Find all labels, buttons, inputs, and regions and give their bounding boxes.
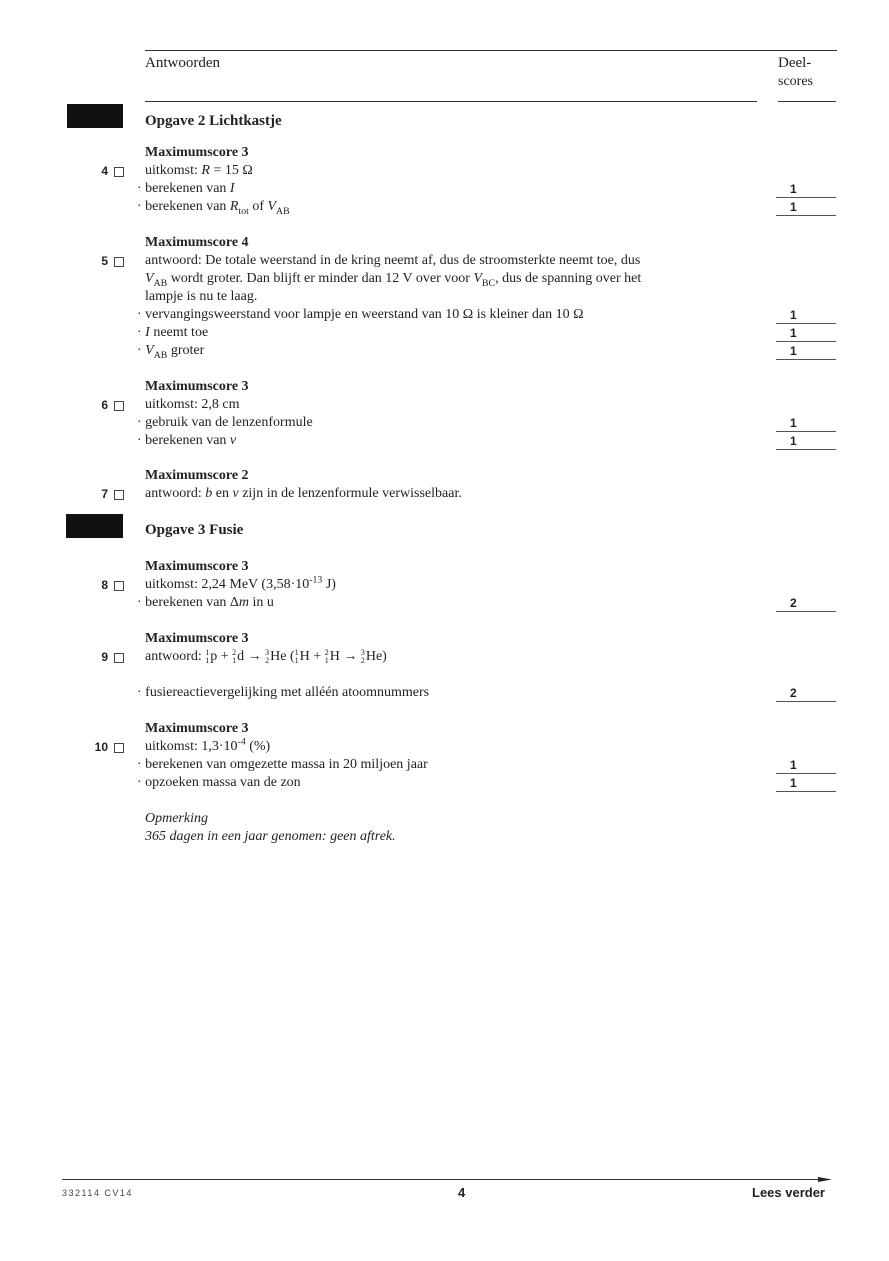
bullet-var: I [229,181,235,196]
header-top-rule [145,50,837,51]
nuclide-numbers [265,649,269,665]
atomic-number: 2 [265,655,270,665]
bullet-text: groter [167,343,205,358]
bullet-item: · berekenen van Δm in u [137,595,274,610]
footer-code: 332114 CV14 [62,1188,133,1198]
section-marker [66,514,123,538]
equation-operator: + [309,649,325,664]
atomic-number: 2 [360,655,365,665]
score-entry [776,686,836,702]
footer-page-number: 4 [458,1185,466,1200]
footer-continue: Lees verder [752,1185,825,1200]
answer-text: antwoord: [145,486,206,501]
nuclide-numbers [295,649,299,665]
arrow-right-icon [818,1175,832,1184]
checkbox[interactable] [114,167,124,177]
header-scores: scores [778,74,813,89]
question-number: 8 [101,578,108,592]
score-value: 1 [790,344,797,358]
answer-text: wordt groter. Dan blijft er minder dan 12 V over voor [167,271,474,286]
nuclide-symbol: H [299,649,310,664]
checkbox[interactable] [114,581,124,591]
score-value: 1 [790,182,797,196]
bullet-item: · $V_{AB}$ groter [137,343,205,361]
bullet-text: in u [249,595,274,610]
bullet-text: fusiereactievergelijking met alléén atoomnummers [145,685,430,700]
score-entry [776,758,836,774]
answer-var: R [201,163,210,178]
atomic-number: 1 [324,655,329,665]
section-title: Opgave 3 Fusie [145,522,244,538]
equation-operator: ) [382,649,387,664]
bullet-text: berekenen van [145,199,230,214]
answer-text: (%) [245,739,271,754]
bullet-item: · gebruik van de lenzenformule [137,415,313,430]
bullet-var: V [267,199,277,214]
bullet-sub: AB [153,349,168,361]
bullet-item: · berekenen van I [137,181,235,196]
mass-number: 3 [360,647,365,657]
mass-number: 2 [232,647,237,657]
score-value: 2 [790,596,797,610]
score-entry [776,182,836,198]
bullet-var: I [145,325,150,340]
nuclide-symbol: He [365,649,383,664]
nuclide-numbers [325,649,329,665]
score-value: 1 [790,776,797,790]
bullet-item: · berekenen van v [137,433,237,448]
max-score: Maximumscore 2 [145,468,249,483]
bullet-item: · berekenen van omgezette massa in 20 miljoen jaar [137,757,428,772]
score-entry [776,776,836,792]
question-number: 6 [101,398,108,412]
bullet-item: · vervangingsweerstand voor lampje en weerstand van 10 Ω is kleiner dan 10 Ω [137,307,584,322]
atomic-number: 1 [294,655,299,665]
score-entry [776,308,836,324]
question-number: 4 [101,164,108,178]
score-entry [776,596,836,612]
score-value: 1 [790,200,797,214]
max-score: Maximumscore 4 [145,235,249,250]
question-number: 9 [101,650,108,664]
max-score: Maximumscore 3 [145,721,249,736]
bullet-text: berekenen van Δ [145,595,239,610]
answer-line: antwoord: De totale weerstand in de kring neemt af, dus de stroomsterkte neemt toe, dus [145,253,641,268]
checkbox[interactable] [114,401,124,411]
mass-number: 2 [324,647,329,657]
question-number: 10 [94,740,108,754]
bullet-var: v [229,433,237,448]
answer-line [145,485,462,503]
bullet-var: R [229,199,239,214]
answer-text: , dus de spanning over het [495,271,642,286]
atomic-number: 1 [232,655,237,665]
atomic-number: 1 [205,655,210,665]
max-score: Maximumscore 3 [145,631,249,646]
nuclide-numbers [361,649,365,665]
score-value: 1 [790,758,797,772]
answer-var: v [232,486,239,501]
header-bottom-rule [145,101,757,102]
remark-title: Opmerking [145,811,208,826]
bullet-text: vervangingsweerstand voor lampje en weerstand van 10 Ω is kleiner dan 10 Ω [145,307,584,322]
section-title: Opgave 2 Lichtkastje [145,113,282,129]
answer-text: J) [322,577,336,592]
max-score: Maximumscore 3 [145,145,249,160]
answer-var: b [205,486,213,501]
score-entry [776,326,836,342]
mass-number: 1 [205,647,210,657]
answer-sub: BC [482,277,496,289]
checkbox[interactable] [114,257,124,267]
equation-operator: → [244,649,266,664]
bullet-item: · fusiereactievergelijking met alléén atoomnummers [137,685,430,700]
header-title: Antwoorden [145,55,220,71]
nuclide-symbol: d [237,649,245,664]
nuclide-symbol: H [329,649,340,664]
answer-line [145,648,387,666]
max-score: Maximumscore 3 [145,379,249,394]
checkbox[interactable] [114,653,124,663]
answer-line [145,162,253,180]
answer-line: lampje is nu te laag. [145,289,258,304]
score-value: 1 [790,416,797,430]
bullet-var: m [238,595,250,610]
score-value: 1 [790,308,797,322]
score-value: 1 [790,434,797,448]
score-entry [776,434,836,450]
bullet-text: gebruik van de lenzenformule [145,415,313,430]
answer-rest: = 15 Ω [209,163,253,178]
question-number: 5 [101,254,108,268]
bullet-text: neemt toe [149,325,209,340]
equation-operator: → [339,649,361,664]
answer-text: zijn in de lenzenformule verwisselbaar. [238,486,462,501]
max-score: Maximumscore 3 [145,559,249,574]
answer-sup: -4 [237,736,246,748]
answer-text: en [212,486,233,501]
answer-sup: -13 [309,574,323,586]
bullet-item: · opzoeken massa van de zon [137,775,301,790]
score-entry [776,344,836,360]
nuclide-numbers [205,649,209,665]
score-entry [776,416,836,432]
bullet-var: V [145,343,154,358]
bullet-text: berekenen van omgezette massa in 20 miljoen jaar [145,757,428,772]
checkbox[interactable] [114,743,124,753]
mass-number: 1 [294,647,299,657]
bullet-mid: of [248,199,268,214]
answer-sub: AB [153,277,168,289]
bullet-item: · berekenen van $R_{tot}$ of $V_{AB}$ [137,199,290,217]
nuclide-symbol: p [210,649,218,664]
score-entry [776,200,836,216]
equation-operator: ( [286,649,295,664]
answer-text: uitkomst: 2,24 MeV (3,58·10 [145,577,310,592]
bullet-sub: AB [276,205,290,217]
remark-text: 365 dagen in een jaar genomen: geen aftrek. [145,829,396,844]
bullet-text: berekenen van [145,181,230,196]
bullet-sub: tot [238,205,249,217]
question-number: 7 [101,487,108,501]
header-deel: Deel- [778,55,812,71]
bullet-text: opzoeken massa van de zon [145,775,301,790]
mass-number: 3 [265,647,270,657]
answer-line [145,738,270,756]
answer-line [145,270,641,288]
answer-line: uitkomst: 2,8 cm [145,397,240,412]
answer-text: uitkomst: 1,3·10 [145,739,238,754]
nuclide-numbers [232,649,236,665]
equation-operator: + [217,649,233,664]
score-value: 1 [790,326,797,340]
nuclear-equation [205,649,387,664]
answer-var: V [145,271,154,286]
answer-var: V [473,271,482,286]
bullet-text: berekenen van [145,433,230,448]
score-value: 2 [790,686,797,700]
answer-prefix: antwoord: [145,649,206,664]
nuclide-symbol: He [270,649,287,664]
answer-line [145,576,336,594]
checkbox[interactable] [114,490,124,500]
footer-rule [62,1179,828,1180]
answer-prefix: uitkomst: [145,163,202,178]
section-marker [67,104,123,128]
bullet-item: · I neemt toe [137,325,209,340]
header-bottom-rule-scores [778,101,836,102]
